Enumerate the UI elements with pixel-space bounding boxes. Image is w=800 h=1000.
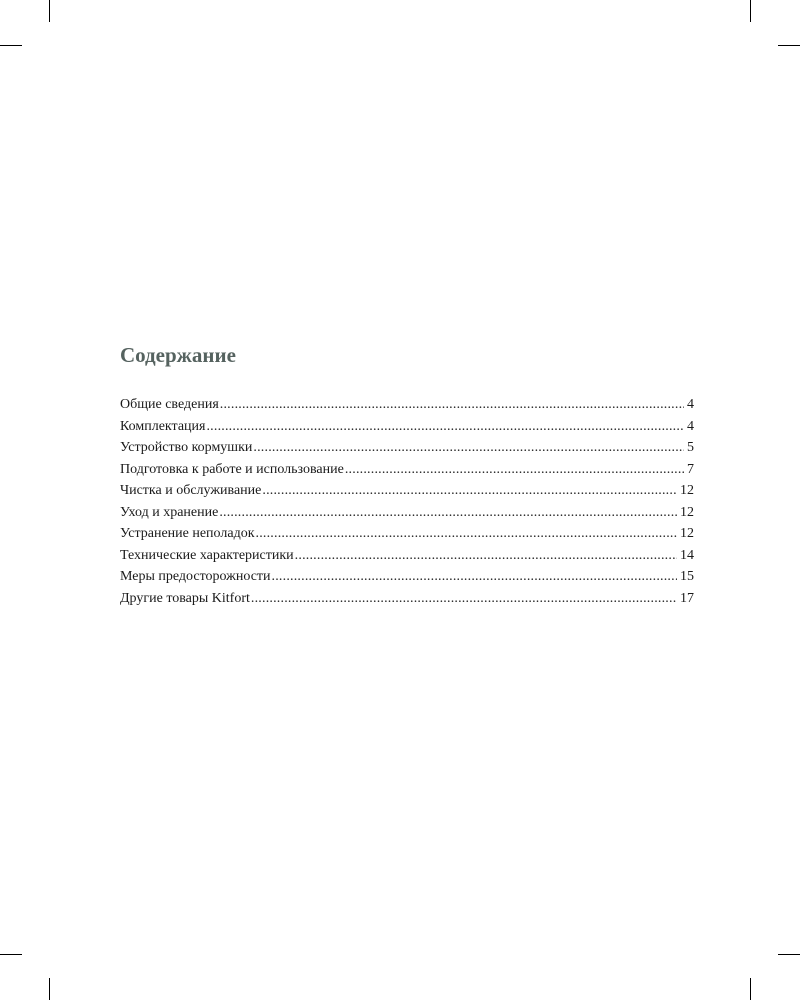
toc-entry[interactable] <box>120 588 694 610</box>
crop-mark-bottom-left-horizontal <box>0 954 22 955</box>
toc-dot-leader <box>220 394 684 416</box>
toc-entry-page: 17 <box>680 590 694 606</box>
table-of-contents <box>120 340 694 609</box>
crop-mark-bottom-right-vertical <box>750 978 751 1000</box>
toc-list <box>120 394 694 609</box>
crop-mark-top-left-horizontal <box>0 45 22 46</box>
toc-dot-leader <box>256 523 678 545</box>
toc-entry[interactable] <box>120 480 694 502</box>
crop-mark-top-right-horizontal <box>778 45 800 46</box>
toc-entry[interactable] <box>120 459 694 481</box>
toc-entry-label: Комплектация <box>120 418 206 434</box>
toc-entry[interactable] <box>120 416 694 438</box>
crop-mark-top-right-vertical <box>750 0 751 22</box>
toc-dot-leader <box>295 545 677 567</box>
toc-entry-page: 12 <box>680 483 694 498</box>
toc-entry-label: Устройство кормушки <box>120 440 253 455</box>
toc-entry-label: Технические характеристики <box>120 547 294 563</box>
toc-entry-label: Меры предосторожности <box>120 569 271 584</box>
toc-entry[interactable] <box>120 566 694 588</box>
toc-entry[interactable] <box>120 545 694 567</box>
crop-mark-top-left-vertical <box>49 0 50 22</box>
page-title: Содержание <box>120 343 236 367</box>
toc-entry-label: Устранение неполадок <box>120 526 255 541</box>
toc-entry-page: 12 <box>680 526 694 541</box>
toc-entry-page: 15 <box>680 569 694 584</box>
toc-dot-leader <box>206 416 684 438</box>
toc-dot-leader <box>262 480 677 502</box>
toc-dot-leader <box>219 502 677 524</box>
toc-entry-label: Уход и хранение <box>120 504 219 520</box>
toc-entry-label: Подготовка к работе и использование <box>120 461 344 477</box>
toc-entry[interactable] <box>120 437 694 459</box>
toc-dot-leader <box>272 566 677 588</box>
toc-dot-leader <box>345 459 684 481</box>
toc-entry[interactable] <box>120 394 694 416</box>
toc-entry-label: Чистка и обслуживание <box>120 483 262 498</box>
crop-mark-bottom-right-horizontal <box>778 954 800 955</box>
toc-entry-page: 5 <box>687 440 694 455</box>
toc-entry[interactable] <box>120 502 694 524</box>
toc-entry-label: Общие сведения <box>120 397 219 412</box>
toc-entry-page: 4 <box>687 397 694 412</box>
crop-mark-bottom-left-vertical <box>49 978 50 1000</box>
toc-entry-page: 14 <box>680 547 694 563</box>
toc-dot-leader <box>253 437 684 459</box>
toc-entry-label: Другие товары Kitfort <box>120 590 250 606</box>
toc-dot-leader <box>251 588 677 610</box>
toc-entry[interactable] <box>120 523 694 545</box>
toc-entry-page: 7 <box>687 461 694 477</box>
toc-entry-page: 4 <box>687 418 694 434</box>
toc-entry-page: 12 <box>680 504 694 520</box>
